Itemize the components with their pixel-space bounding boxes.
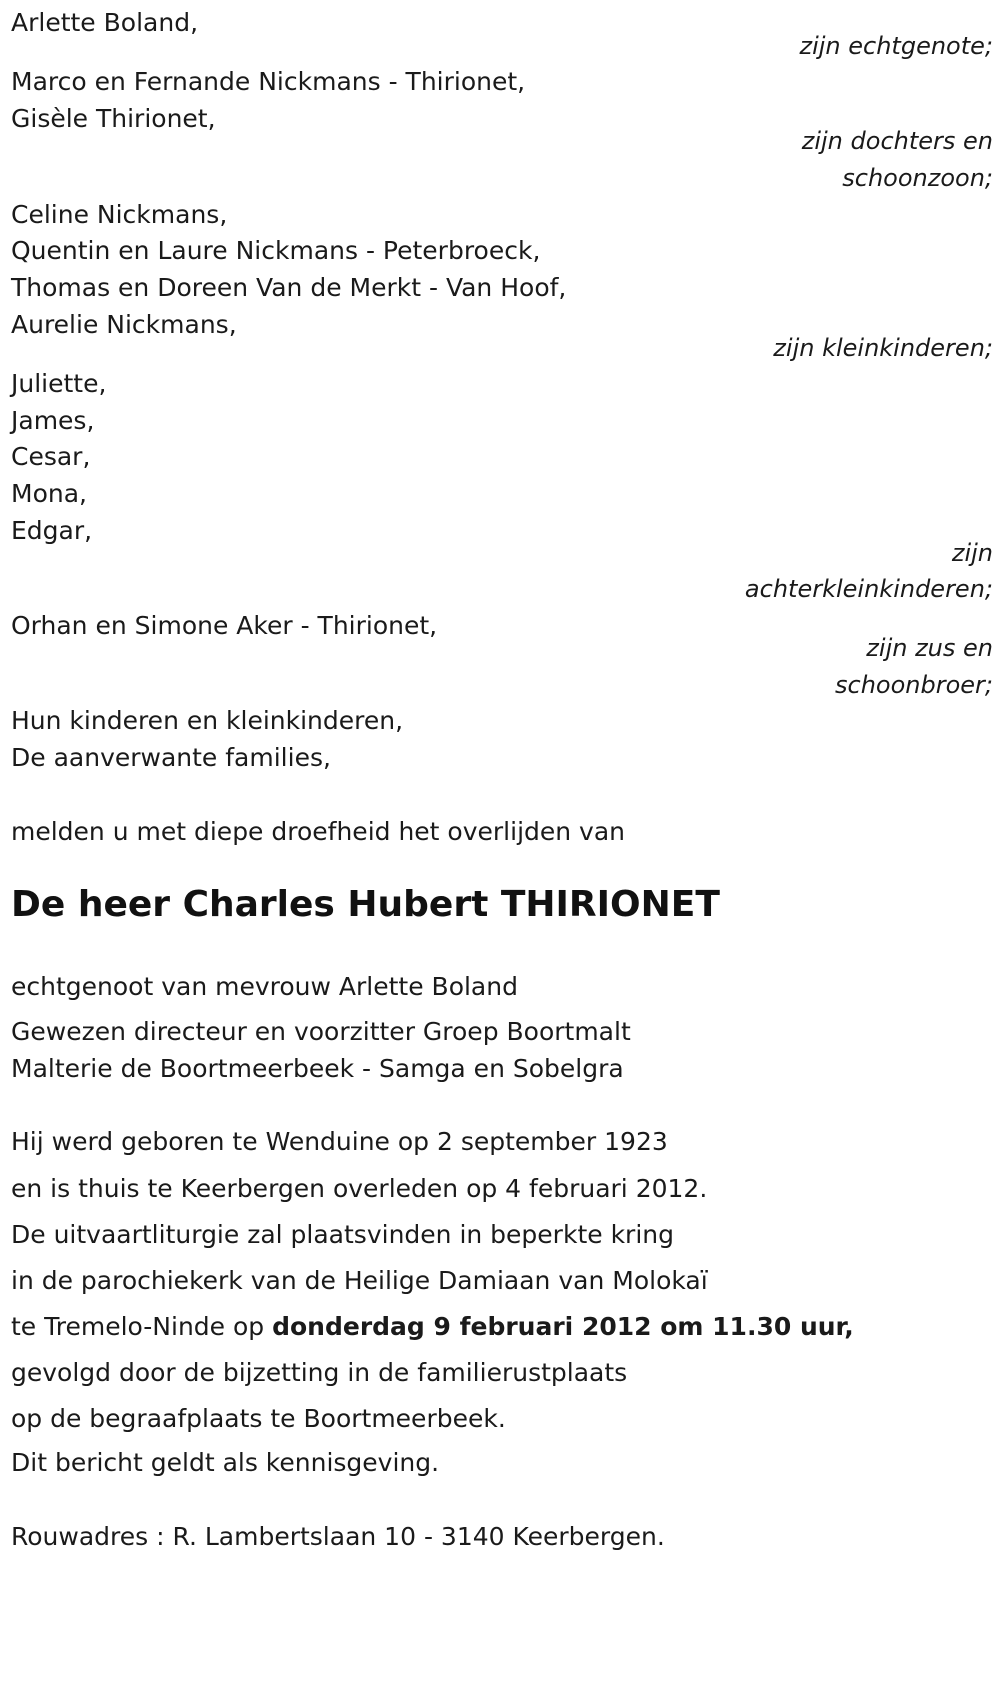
relation-label: zijn kleinkinderen; [773, 334, 993, 362]
body-line: Hij werd geboren te Wenduine op 2 september 1923 [11, 1127, 668, 1156]
family-name-line: Mona, [11, 479, 87, 508]
detail-line: echtgenoot van mevrouw Arlette Boland [11, 972, 518, 1001]
body-line: gevolgd door de bijzetting in de familierustplaats [11, 1358, 628, 1387]
family-name-line: Arlette Boland, [11, 8, 199, 37]
family-name-line: Marco en Fernande Nickmans - Thirionet, [11, 67, 526, 96]
body-text: te Tremelo-Ninde op [11, 1312, 273, 1341]
relation-label: zijn zus en [866, 634, 993, 662]
relation-label: achterkleinkinderen; [744, 575, 993, 603]
relation-label: zijn [951, 539, 993, 567]
body-line: in de parochiekerk van de Heilige Damiaan van Molokaï [11, 1266, 708, 1295]
family-name-line: De aanverwante families, [11, 743, 331, 772]
funeral-date: donderdag 9 februari 2012 om 11.30 uur, [272, 1312, 854, 1341]
family-name-line: Edgar, [11, 516, 93, 545]
detail-line: Gewezen directeur en voorzitter Groep Boortmalt [11, 1017, 631, 1046]
body-line: op de begraafplaats te Boortmeerbeek. [11, 1404, 506, 1433]
mourning-address: Rouwadres : R. Lambertslaan 10 - 3140 Keerbergen. [11, 1522, 665, 1551]
family-name-line: Quentin en Laure Nickmans - Peterbroeck, [11, 236, 541, 265]
deceased-name: De heer Charles Hubert THIRIONET [11, 884, 720, 925]
family-name-line: James, [11, 406, 95, 435]
body-line: Dit bericht geldt als kennisgeving. [11, 1448, 440, 1477]
family-name-line: Orhan en Simone Aker - Thirionet, [11, 611, 438, 640]
body-line-funeral-date [11, 1312, 854, 1342]
body-line: en is thuis te Keerbergen overleden op 4 februari 2012. [11, 1174, 708, 1203]
family-name-line: Thomas en Doreen Van de Merkt - Van Hoof, [11, 273, 567, 302]
family-name-line: Aurelie Nickmans, [11, 310, 237, 339]
relation-label: zijn echtgenote; [799, 32, 993, 60]
relation-label: zijn dochters en [801, 127, 993, 155]
relation-label: schoonzoon; [842, 164, 993, 192]
family-name-line: Celine Nickmans, [11, 200, 228, 229]
detail-line: Malterie de Boortmeerbeek - Samga en Sobelgra [11, 1054, 624, 1083]
body-line: De uitvaartliturgie zal plaatsvinden in beperkte kring [11, 1220, 674, 1249]
family-name-line: Juliette, [11, 369, 107, 398]
family-name-line: Gisèle Thirionet, [11, 104, 216, 133]
family-name-line: Hun kinderen en kleinkinderen, [11, 706, 404, 735]
announcement-text: melden u met diepe droefheid het overlijden van [11, 817, 626, 846]
relation-label: schoonbroer; [835, 671, 993, 699]
family-name-line: Cesar, [11, 442, 91, 471]
